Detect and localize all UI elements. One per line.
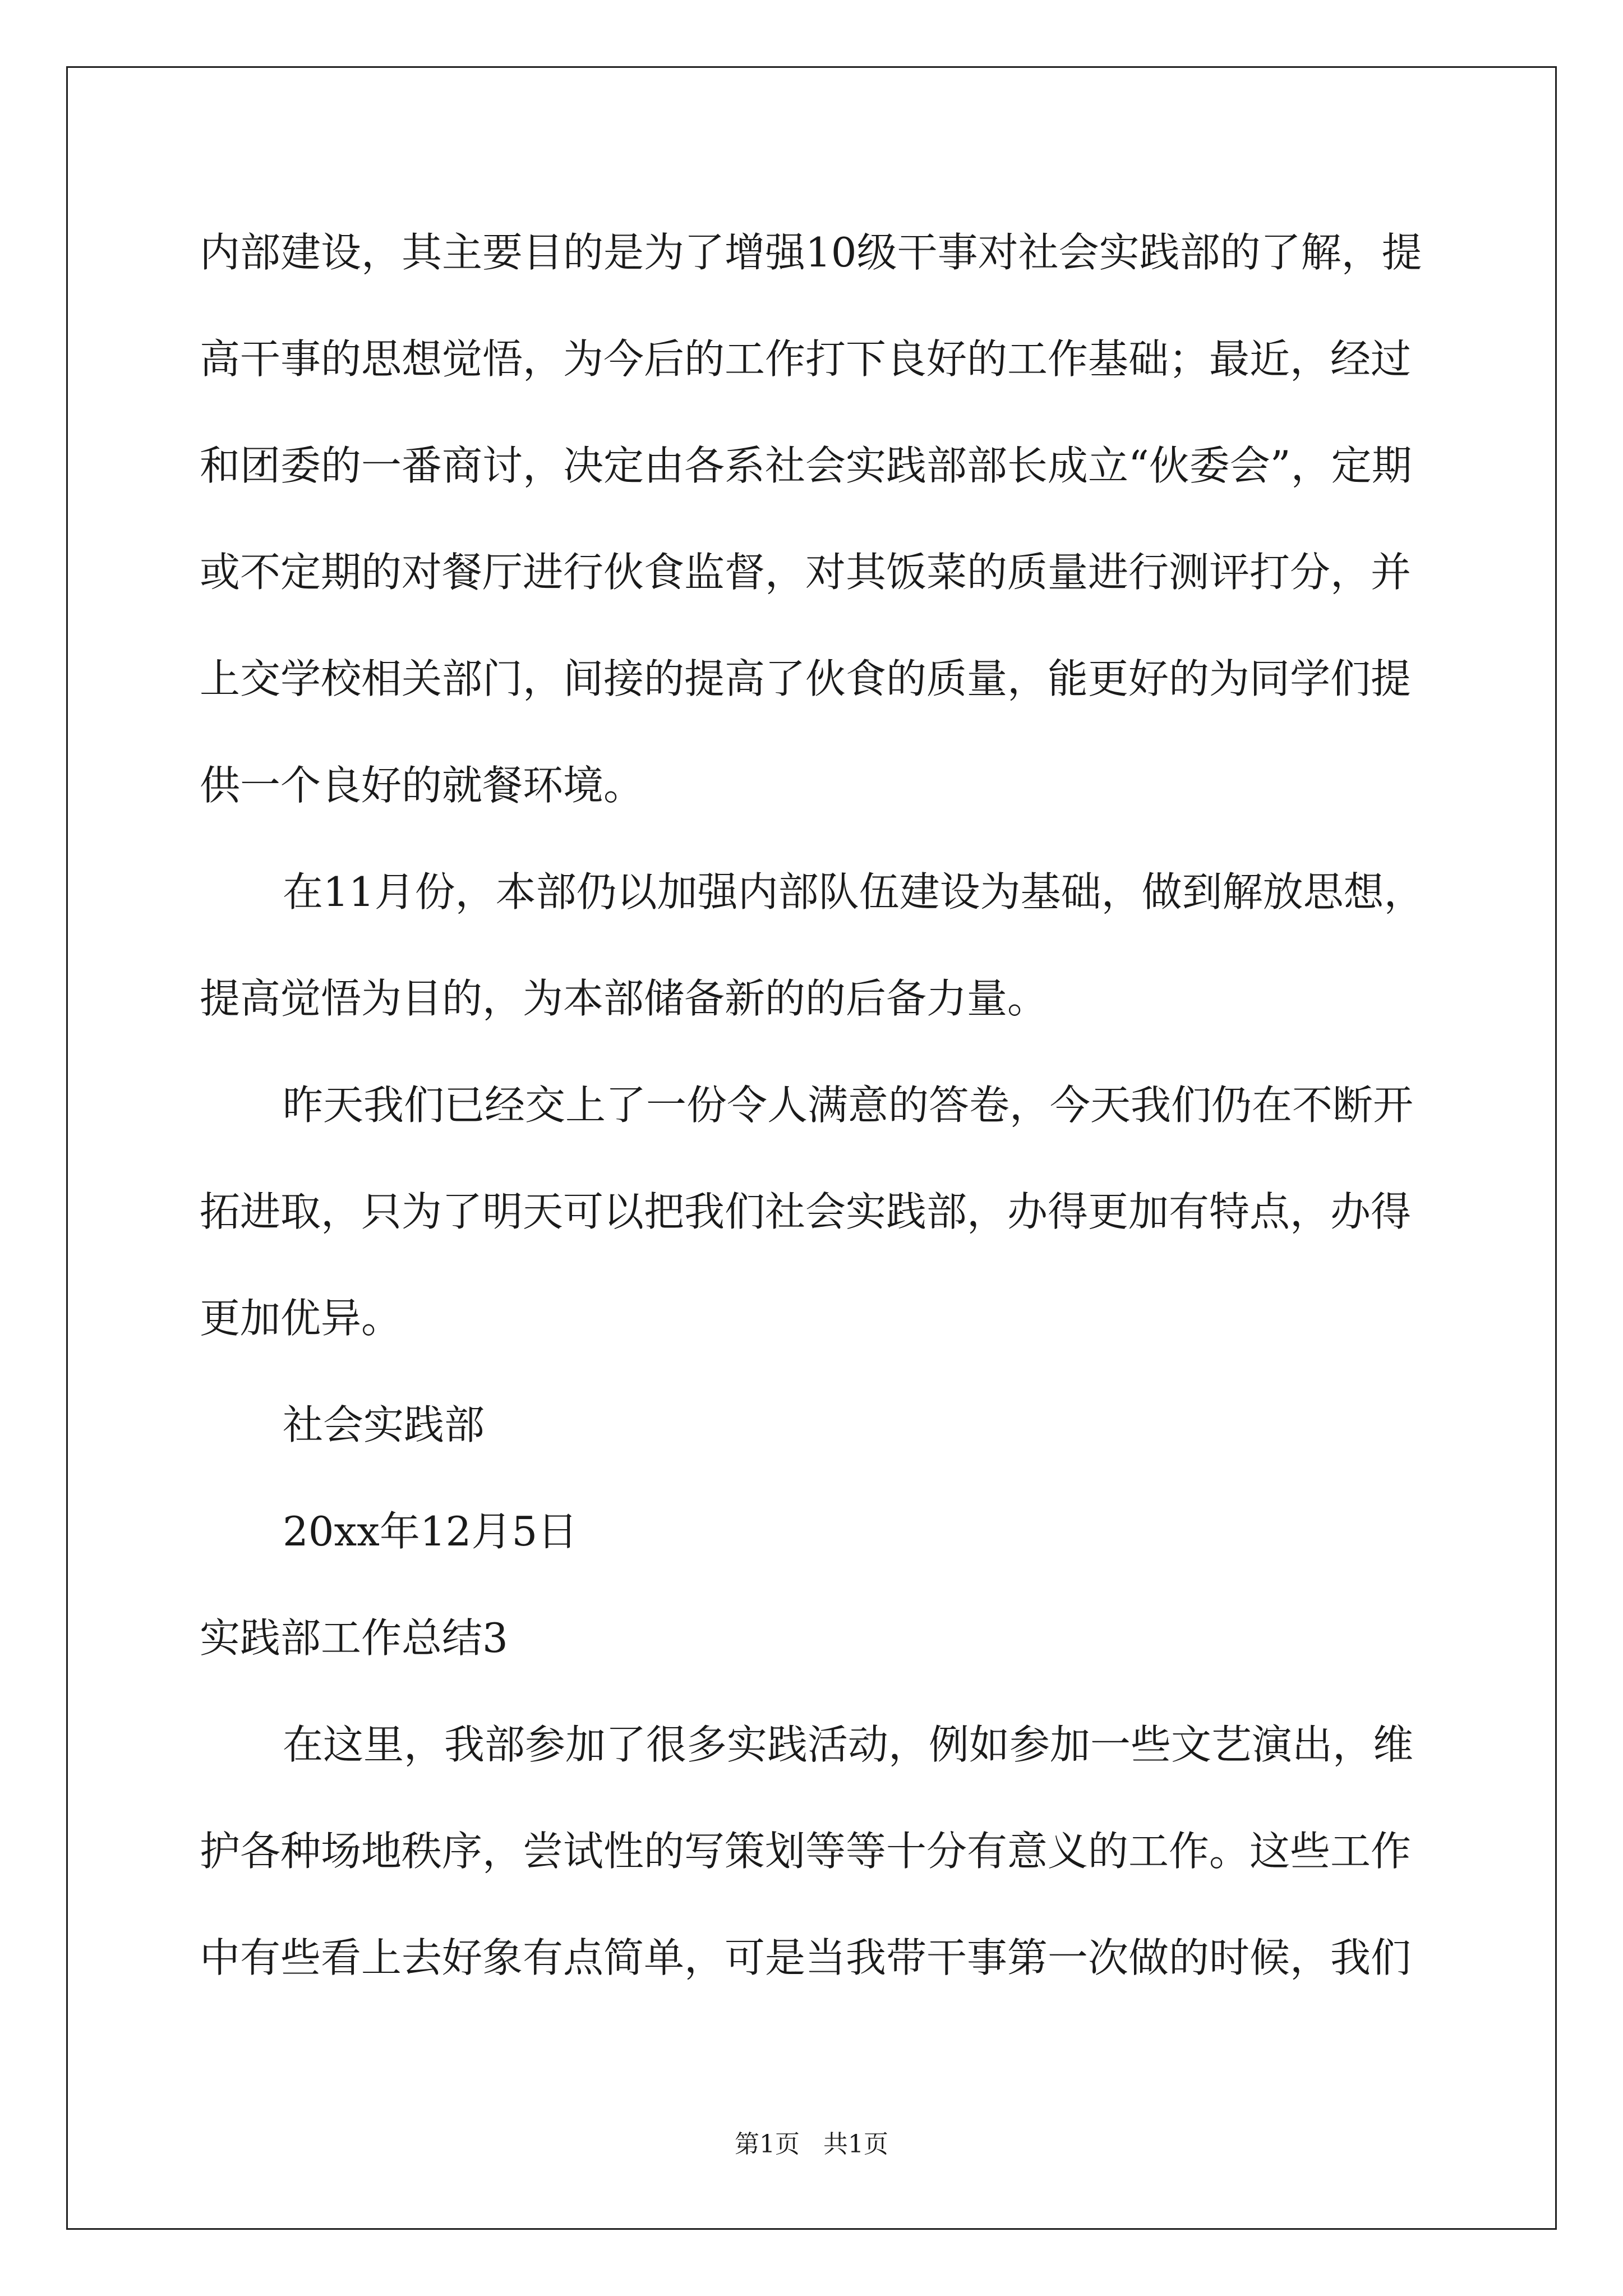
paragraph-start-line: 在11月份，本部仍以加强内部队伍建设为基础，做到解放思想， [283,868,1424,915]
text-line: 内部建设，其主要目的是为了增强10级干事对社会实践部的了解，提 [200,229,1422,276]
text-line: 和团委的一番商讨，决定由各系社会实践部部长成立“伙委会”，定期 [200,442,1412,489]
signature-department: 社会实践部 [283,1401,485,1448]
section-heading: 实践部工作总结3 [200,1614,508,1662]
text-line: 提高觉悟为目的，为本部储备新的的后备力量。 [200,975,1048,1022]
text-line: 更加优异。 [200,1295,402,1342]
text-line: 护各种场地秩序，尝试性的写策划等等十分有意义的工作。这些工作 [200,1828,1412,1875]
page-number-footer: 第1页 共1页 [735,2130,888,2159]
text-line: 上交学校相关部门，间接的提高了伙食的质量，能更好的为同学们提 [200,655,1412,702]
text-line: 中有些看上去好象有点简单，可是当我带干事第一次做的时候，我们 [200,1934,1412,1981]
text-line: 供一个良好的就餐环境。 [200,762,644,809]
paragraph-start-line: 昨天我们已经交上了一份令人满意的答卷，今天我们仍在不断开 [283,1082,1414,1129]
text-line: 拓进取，只为了明天可以把我们社会实践部，办得更加有特点，办得 [200,1188,1412,1235]
document-body [200,219,1433,2031]
text-line: 或不定期的对餐厅进行伙食监督，对其饭菜的质量进行测评打分，并 [200,549,1412,596]
text-line: 高干事的思想觉悟，为今后的工作打下良好的工作基础；最近，经过 [200,335,1412,383]
signature-date: 20xx年12月5日 [283,1508,578,1555]
paragraph-start-line: 在这里，我部参加了很多实践活动，例如参加一些文艺演出，维 [283,1721,1414,1768]
